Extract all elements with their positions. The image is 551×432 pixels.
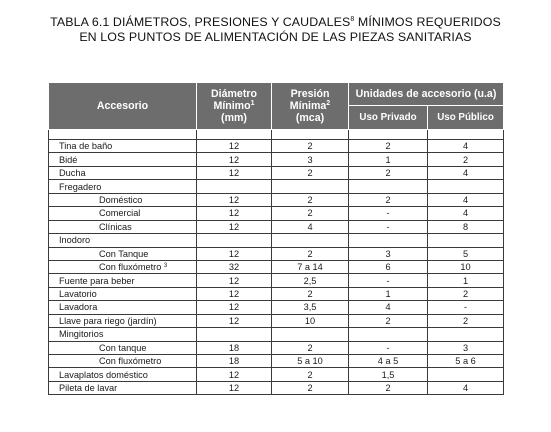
table-row (49, 381, 504, 394)
cell-presion: 3,5 (272, 301, 349, 314)
cell-uso-privado: 3 (349, 247, 428, 260)
header-diametro-unit: (mm) (221, 112, 247, 124)
table-row (49, 247, 504, 260)
accesorio-label: Comercial (99, 208, 141, 219)
title-line-1 (0, 12, 551, 30)
cell-uso-privado: 2 (349, 140, 428, 153)
table-row (49, 180, 504, 193)
cell-accesorio (49, 234, 197, 247)
cell-accesorio (49, 314, 197, 327)
cell-uso-privado: - (349, 220, 428, 233)
cell-accesorio (49, 153, 197, 166)
cell-diametro: 12 (197, 166, 272, 179)
accesorio-label: Tina de baño (59, 141, 113, 152)
cell-presion: 2 (272, 166, 349, 179)
accesorio-label: Llave para riego (jardín) (59, 315, 157, 326)
cell-accesorio (49, 220, 197, 233)
cell-diametro: 12 (197, 193, 272, 206)
cell-diametro: 12 (197, 314, 272, 327)
cell-uso-publico (428, 368, 504, 381)
cell-diametro: 12 (197, 274, 272, 287)
accesorio-label: Bidé (59, 154, 78, 165)
cell-diametro: 12 (197, 153, 272, 166)
table-title (0, 12, 551, 45)
cell-presion: 2 (272, 247, 349, 260)
cell-accesorio (49, 180, 197, 193)
cell-presion (272, 234, 349, 247)
cell-uso-publico: 1 (428, 274, 504, 287)
title-footnote-mark: 8 (350, 16, 355, 23)
header-presion-line-1: Presión (290, 88, 330, 100)
cell-presion: 2 (272, 341, 349, 354)
cell-uso-privado: 2 (349, 381, 428, 394)
cell-uso-publico: 2 (428, 314, 504, 327)
cell-accesorio (49, 355, 197, 368)
table-row (49, 287, 504, 300)
sanitary-fixtures-table (48, 82, 504, 395)
cell-uso-publico: 10 (428, 260, 504, 273)
header-uso-publico: Uso Público (428, 106, 504, 130)
table-row (49, 260, 504, 273)
cell-uso-publico: 2 (428, 287, 504, 300)
cell-accesorio (49, 301, 197, 314)
cell-diametro: 12 (197, 207, 272, 220)
cell-uso-privado: 2 (349, 314, 428, 327)
header-unidades: Unidades de accesorio (u.a) (349, 83, 504, 106)
cell-uso-privado (349, 234, 428, 247)
cell-accesorio (49, 247, 197, 260)
cell-presion (272, 180, 349, 193)
accesorio-label: Doméstico (99, 194, 143, 205)
cell-uso-publico (428, 328, 504, 341)
cell-uso-publico (428, 180, 504, 193)
table-body (49, 130, 504, 395)
cell-diametro: 12 (197, 287, 272, 300)
header-presion-line-2 (272, 100, 348, 112)
table-row (49, 274, 504, 287)
table-row (49, 140, 504, 153)
cell-presion: 5 a 10 (272, 355, 349, 368)
table-row (49, 220, 504, 233)
table-row (49, 314, 504, 327)
cell-uso-privado: 2 (349, 166, 428, 179)
cell-accesorio (49, 381, 197, 394)
table-row (49, 207, 504, 220)
header-diametro-word: Mínimo (213, 100, 251, 112)
table-header (49, 83, 504, 130)
cell-uso-publico: 2 (428, 153, 504, 166)
header-presion-unit: (mca) (295, 112, 325, 124)
cell-presion: 2 (272, 381, 349, 394)
accesorio-label: Con fluxómetro (99, 356, 162, 367)
cell-presion: 2 (272, 140, 349, 153)
accesorio-label: Fregadero (59, 181, 102, 192)
accesorio-label: Mingitorios (59, 329, 104, 340)
cell-diametro: 12 (197, 247, 272, 260)
cell-diametro: 12 (197, 368, 272, 381)
accesorio-label: Con Tanque (99, 248, 149, 259)
cell-diametro (197, 328, 272, 341)
header-presion (272, 83, 349, 130)
cell-uso-publico: 4 (428, 193, 504, 206)
table-row (49, 341, 504, 354)
cell-presion: 3 (272, 153, 349, 166)
header-diametro (197, 83, 272, 130)
header-presion-footnote: 2 (326, 100, 331, 107)
table-row (49, 153, 504, 166)
cell-uso-publico: 5 a 6 (428, 355, 504, 368)
accesorio-label: Lavatorio (59, 289, 97, 300)
cell-uso-privado: - (349, 274, 428, 287)
cell-uso-publico: 8 (428, 220, 504, 233)
header-diametro-footnote: 1 (250, 100, 255, 107)
accesorio-label: Lavaplatos doméstico (59, 369, 148, 380)
accesorio-label: Con tanque (99, 342, 147, 353)
cell-accesorio (49, 166, 197, 179)
cell-uso-publico: 5 (428, 247, 504, 260)
cell-diametro: 12 (197, 140, 272, 153)
cell-diametro (197, 180, 272, 193)
footnote-mark: 3 (163, 263, 168, 270)
cell-accesorio (49, 341, 197, 354)
cell-uso-privado: 1,5 (349, 368, 428, 381)
cell-accesorio (49, 140, 197, 153)
header-presion-word: Mínima (289, 100, 327, 112)
cell-uso-privado: 2 (349, 193, 428, 206)
cell-accesorio (49, 193, 197, 206)
table-row (49, 328, 504, 341)
cell-presion: 10 (272, 314, 349, 327)
table-row (49, 355, 504, 368)
header-diametro-line-2 (197, 100, 271, 112)
cell-presion: 2 (272, 207, 349, 220)
cell-diametro: 12 (197, 381, 272, 394)
accesorio-label: Pileta de lavar (59, 383, 118, 394)
accesorio-label: Inodoro (59, 235, 91, 246)
table-row (49, 368, 504, 381)
cell-uso-privado: 4 (349, 301, 428, 314)
accesorio-label: Ducha (59, 168, 86, 179)
cell-diametro: 12 (197, 220, 272, 233)
cell-accesorio (49, 368, 197, 381)
spacer-row (49, 130, 504, 140)
cell-accesorio (49, 328, 197, 341)
accesorio-label: Con fluxómetro (99, 262, 162, 273)
header-accesorio: Accesorio (49, 83, 197, 130)
title-line-1-end: MÍNIMOS REQUERIDOS (354, 15, 501, 29)
table-row (49, 234, 504, 247)
cell-uso-publico (428, 234, 504, 247)
cell-uso-privado: 1 (349, 153, 428, 166)
cell-diametro (197, 234, 272, 247)
title-line-2: EN LOS PUNTOS DE ALIMENTACIÓN DE LAS PIEZAS SANITARIAS (79, 30, 472, 44)
cell-presion: 2 (272, 193, 349, 206)
accesorio-label: Fuente para beber (59, 275, 135, 286)
cell-presion: 7 a 14 (272, 260, 349, 273)
cell-accesorio (49, 287, 197, 300)
cell-uso-privado: 4 a 5 (349, 355, 428, 368)
cell-uso-privado: - (349, 341, 428, 354)
cell-uso-publico: 4 (428, 381, 504, 394)
cell-uso-publico: 4 (428, 166, 504, 179)
cell-uso-publico: 4 (428, 207, 504, 220)
cell-presion: 2 (272, 287, 349, 300)
cell-diametro: 18 (197, 341, 272, 354)
header-uso-privado: Uso Privado (349, 106, 428, 130)
cell-uso-privado (349, 328, 428, 341)
cell-uso-privado (349, 180, 428, 193)
header-diametro-line-1: Diámetro (211, 88, 257, 100)
cell-diametro: 12 (197, 301, 272, 314)
cell-diametro: 32 (197, 260, 272, 273)
cell-uso-privado: 1 (349, 287, 428, 300)
cell-uso-privado: 6 (349, 260, 428, 273)
cell-diametro: 18 (197, 355, 272, 368)
accesorio-label: Clínicas (99, 221, 132, 232)
cell-accesorio (49, 274, 197, 287)
table-row (49, 166, 504, 179)
cell-presion: 2,5 (272, 274, 349, 287)
cell-presion (272, 328, 349, 341)
cell-uso-privado: - (349, 207, 428, 220)
cell-accesorio (49, 207, 197, 220)
cell-uso-publico: 4 (428, 140, 504, 153)
table-row (49, 193, 504, 206)
accesorio-label: Lavadora (59, 302, 98, 313)
cell-presion: 2 (272, 368, 349, 381)
table-row (49, 301, 504, 314)
cell-presion: 4 (272, 220, 349, 233)
cell-accesorio (49, 260, 197, 273)
title-line-1-text: TABLA 6.1 DIÁMETROS, PRESIONES Y CAUDALES (50, 15, 351, 29)
cell-uso-publico: 3 (428, 341, 504, 354)
cell-uso-publico: - (428, 301, 504, 314)
